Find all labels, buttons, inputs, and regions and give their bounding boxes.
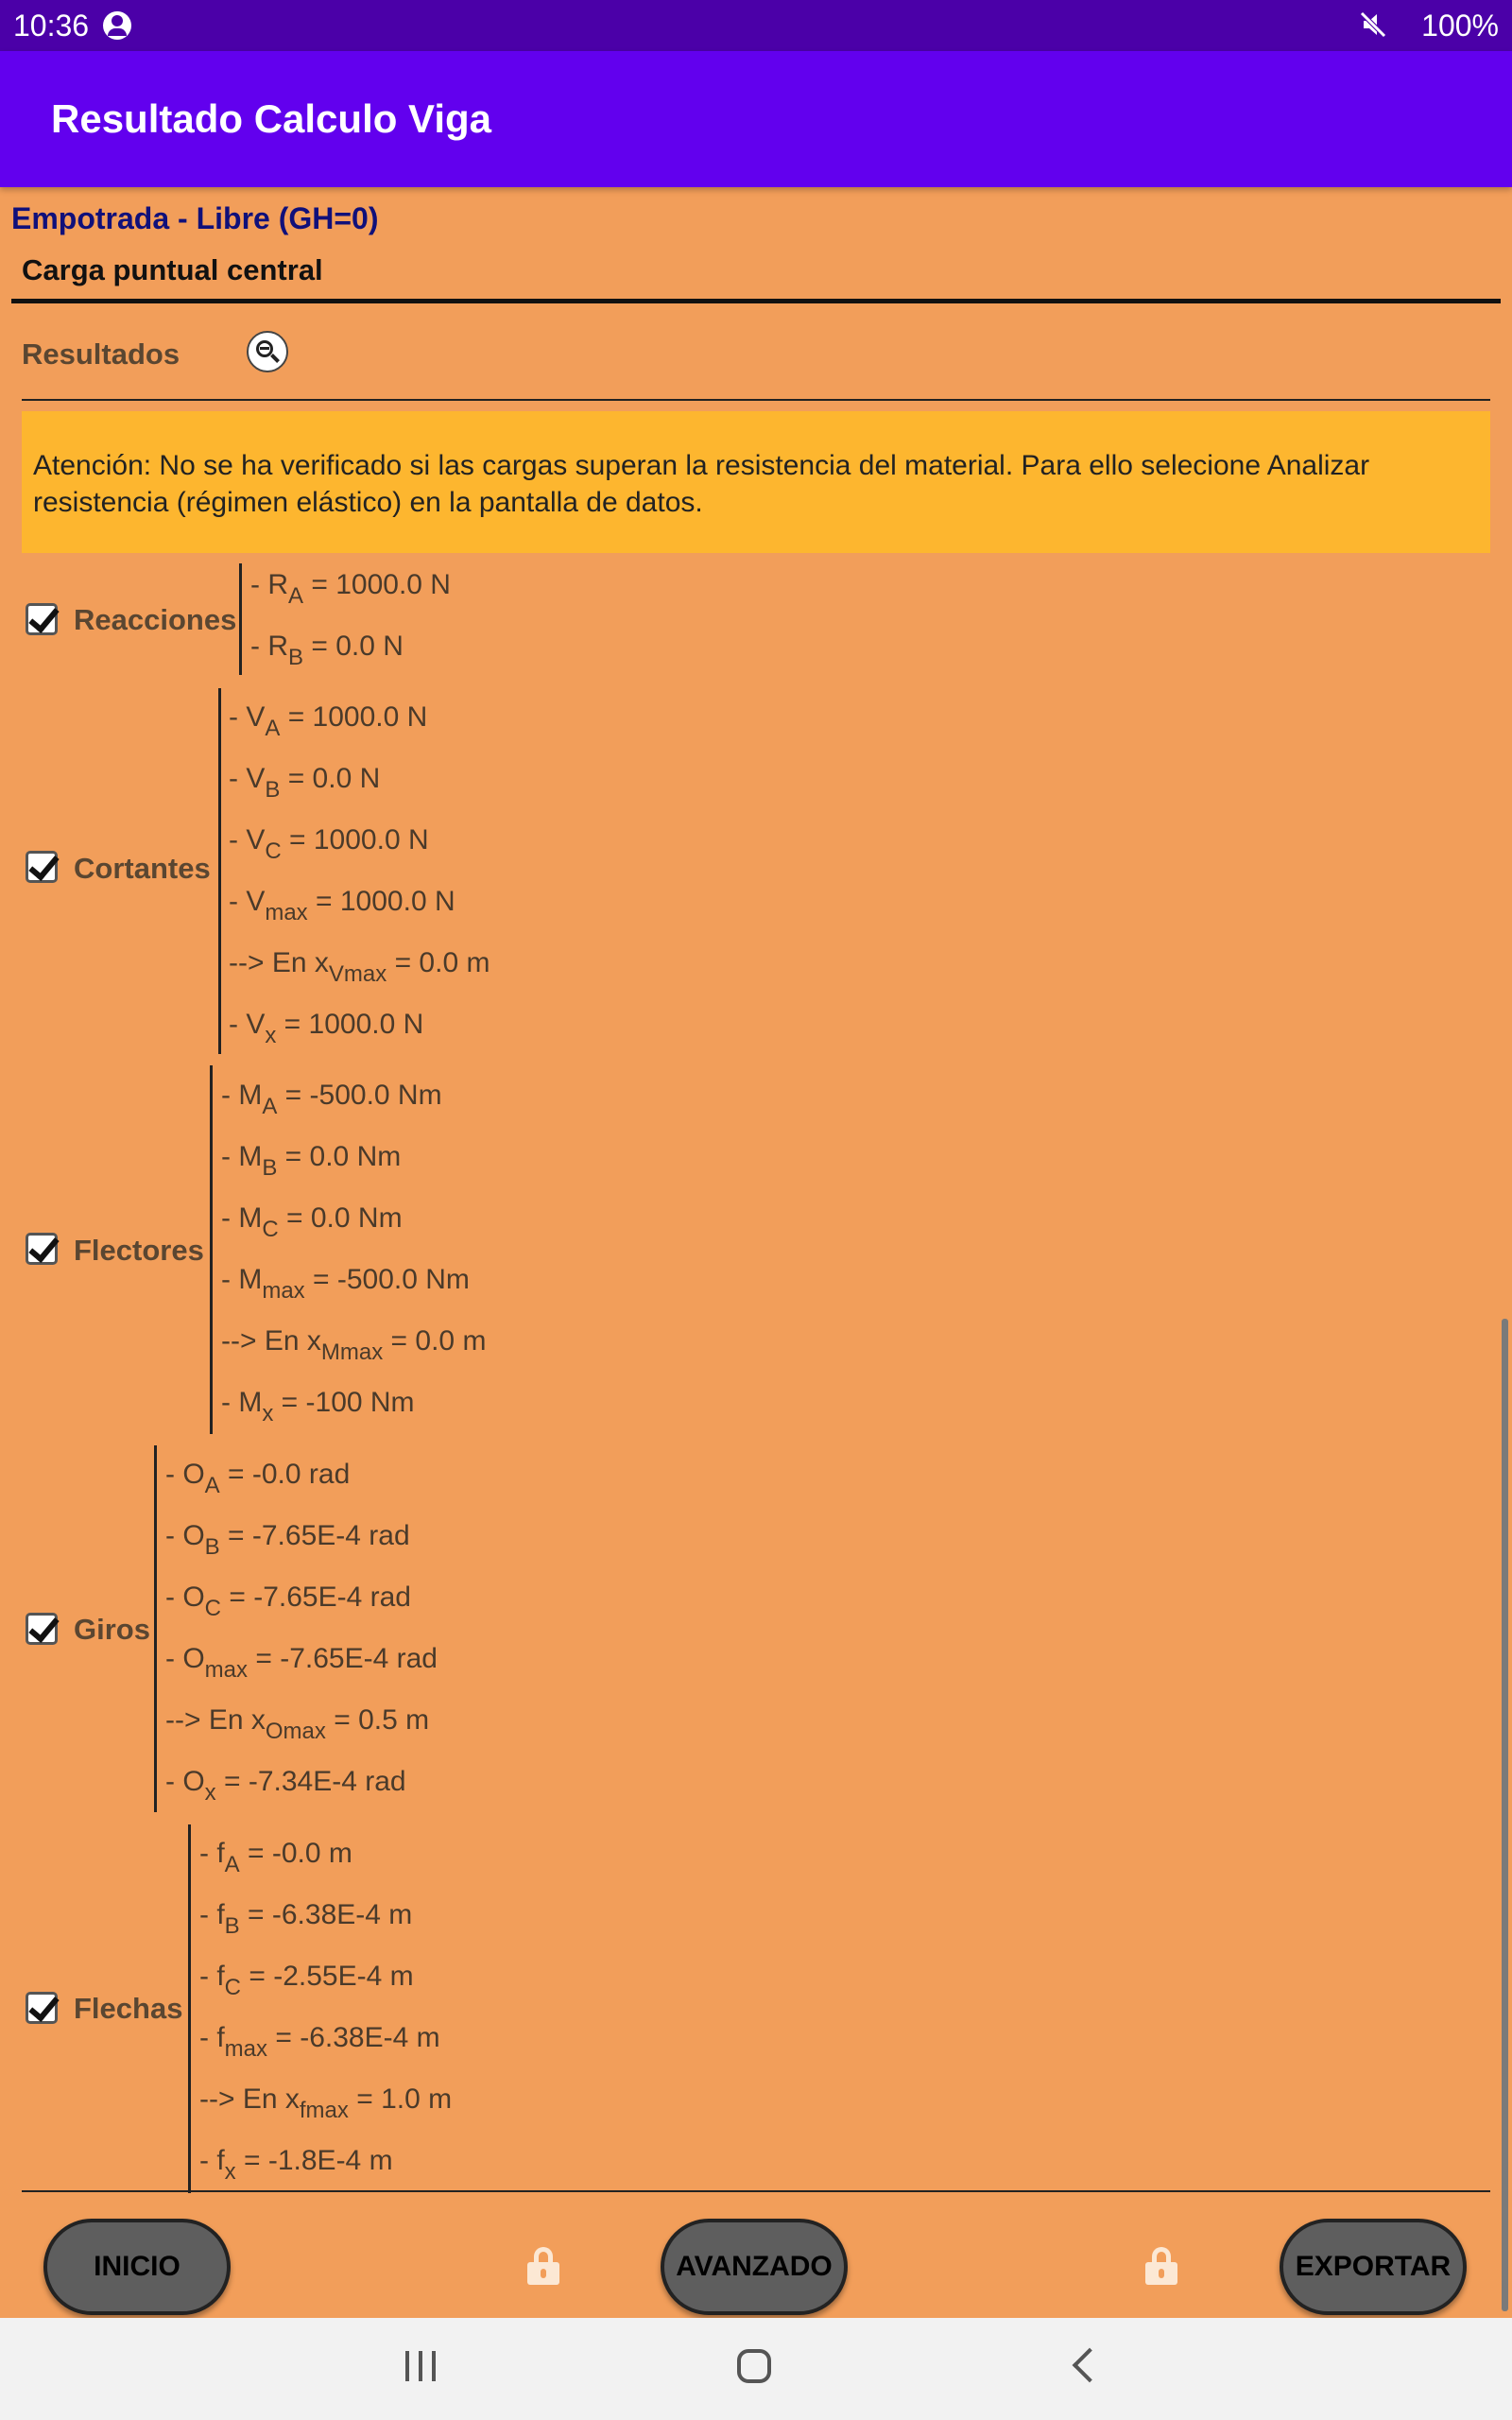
group-label: Flectores (74, 1234, 204, 1267)
group-bracket (239, 563, 242, 675)
result-row: - $M_C = 0.0$ Nm (221, 1202, 403, 1242)
lock-icon (1145, 2247, 1177, 2285)
reacciones-checkbox[interactable] (26, 603, 58, 635)
result-row: - $V_B = 0.0$ N (229, 763, 381, 803)
result-row: - $M_x = -100$ Nm (221, 1387, 415, 1426)
group-bracket (210, 1065, 213, 1434)
lock-icon (527, 2247, 559, 2285)
scrollbar[interactable] (1502, 1319, 1508, 2311)
group-bracket (154, 1445, 157, 1812)
beam-support-type: Empotrada - Libre (GH=0) (11, 201, 379, 235)
result-row: - $O_x = -7.34E-4$ rad (165, 1766, 406, 1806)
flechas-checkbox[interactable] (26, 1992, 58, 2024)
divider (22, 399, 1490, 401)
group-label: Reacciones (74, 603, 237, 636)
giros-checkbox[interactable] (26, 1613, 58, 1645)
battery-level: 100% (1421, 9, 1499, 43)
status-bar (0, 0, 1512, 51)
flectores-checkbox[interactable] (26, 1233, 58, 1265)
result-row: - $V_C = 1000.0$ N (229, 824, 429, 864)
home-icon[interactable] (737, 2349, 771, 2383)
result-row: --> En $x_{Mmax} = 0.0$ m (221, 1325, 487, 1365)
result-row: --> En $x_{Vmax} = 0.0$ m (229, 947, 490, 987)
back-icon[interactable] (1073, 2348, 1108, 2383)
result-row: - $M_{max} = -500.0$ Nm (221, 1264, 470, 1304)
recents-icon[interactable] (405, 2351, 438, 2381)
inicio-button[interactable]: INICIO (43, 2219, 231, 2315)
result-row: - $O_C = -7.65E-4$ rad (165, 1582, 411, 1621)
results-label: Resultados (22, 337, 180, 371)
result-row: - $f_{max} = -6.38E-4$ m (199, 2022, 440, 2062)
status-time: 10:36 (13, 9, 90, 43)
result-row: --> En $x_{fmax} = 1.0$ m (199, 2083, 453, 2123)
group-bracket (218, 688, 221, 1054)
zoom-out-icon[interactable] (247, 331, 288, 372)
divider (11, 299, 1501, 303)
cortantes-checkbox[interactable] (26, 851, 58, 883)
group-label: Giros (74, 1613, 150, 1646)
app-bar (0, 51, 1512, 187)
result-row: - $f_A = -0.0$ m (199, 1838, 352, 1877)
result-row: - $R_A = 1000.0$ N (250, 569, 451, 609)
mute-icon (1358, 9, 1388, 40)
result-row: - $R_B = 0.0$ N (250, 631, 404, 670)
navigation-bar (0, 2318, 1512, 2420)
warning-banner: Atención: No se ha verificado si las cargas superan la resistencia del material. Para ello selecione Analizar resistencia (régimen elástico) en la pantalla de datos. (22, 411, 1490, 553)
divider (22, 2190, 1490, 2192)
avanzado-button[interactable]: AVANZADO (661, 2219, 848, 2315)
account-icon (103, 11, 131, 40)
result-row: - $O_{max} = -7.65E-4$ rad (165, 1643, 438, 1683)
result-row: - $O_B = -7.65E-4$ rad (165, 1520, 410, 1560)
exportar-button[interactable]: EXPORTAR (1280, 2219, 1467, 2315)
result-row: --> En $x_{Omax} = 0.5$ m (165, 1704, 430, 1744)
result-row: - $V_A = 1000.0$ N (229, 701, 428, 741)
result-row: - $M_A = -500.0$ Nm (221, 1080, 442, 1119)
result-row: - $f_B = -6.38E-4$ m (199, 1899, 413, 1939)
result-row: - $O_A = -0.0$ rad (165, 1459, 351, 1498)
result-row: - $V_x = 1000.0$ N (229, 1009, 424, 1048)
group-label: Flechas (74, 1992, 183, 2025)
result-row: - $M_B = 0.0$ Nm (221, 1141, 402, 1181)
result-row: - $f_C = -2.55E-4$ m (199, 1961, 414, 2000)
group-label: Cortantes (74, 852, 211, 885)
load-type: Carga puntual central (22, 253, 323, 286)
group-bracket (188, 1824, 191, 2193)
result-row: - $V_{max} = 1000.0$ N (229, 886, 455, 925)
app-title: Resultado Calculo Viga (51, 96, 491, 141)
result-row: - $f_x = -1.8E-4$ m (199, 2145, 393, 2185)
